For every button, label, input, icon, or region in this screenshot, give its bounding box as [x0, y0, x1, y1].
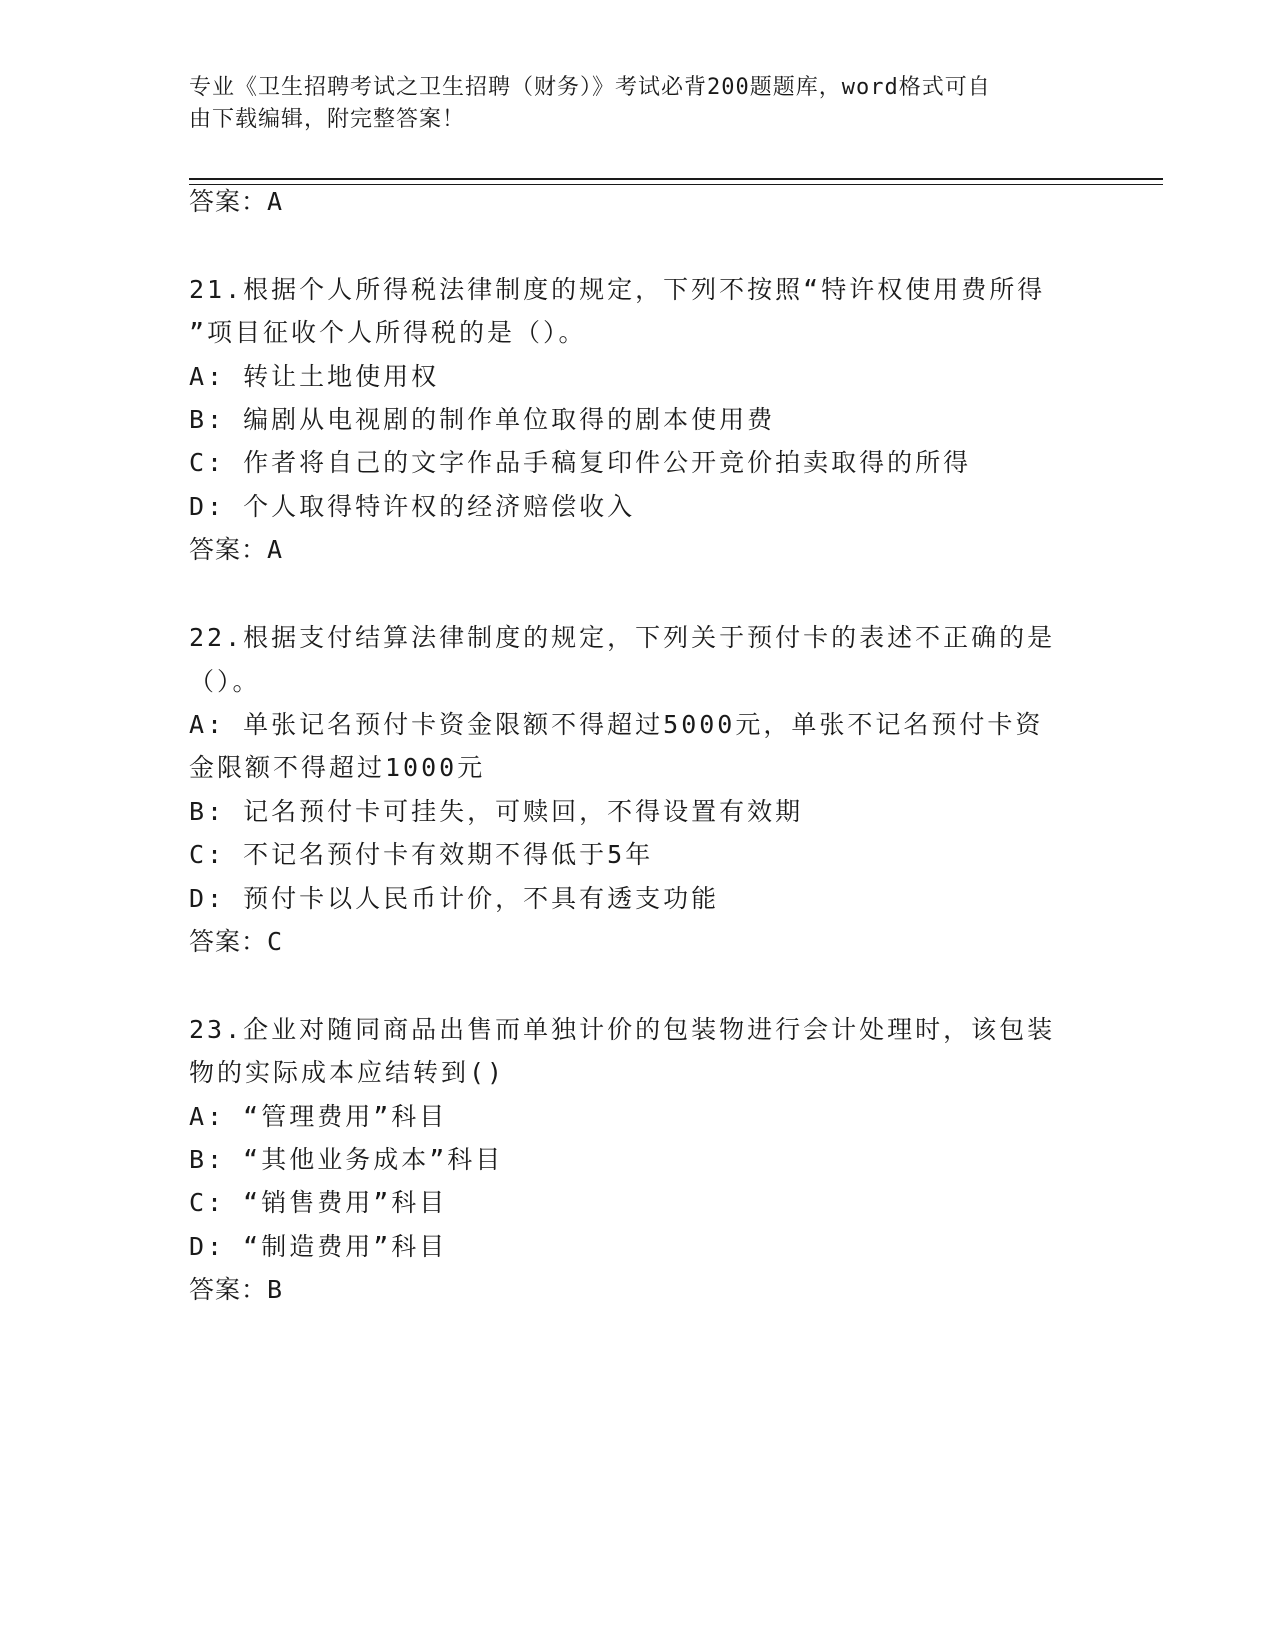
answer-label: 答案： [189, 187, 268, 216]
question-21-option-c: C: 作者将自己的文字作品手稿复印件公开竞价拍卖取得的所得 [189, 448, 972, 477]
question-21-option-b: B: 编剧从电视剧的制作单位取得的剧本使用费 [189, 405, 776, 434]
answer-value: A [267, 187, 284, 216]
question-22-option-c: C: 不记名预付卡有效期不得低于5年 [189, 840, 654, 869]
question-22-stem-line-1: 22.根据支付结算法律制度的规定，下列关于预付卡的表述不正确的是 [189, 623, 1056, 652]
question-23-option-b: B: “其他业务成本”科目 [189, 1145, 504, 1174]
question-22-option-b: B: 记名预付卡可挂失，可赎回，不得设置有效期 [189, 797, 804, 826]
document-header [189, 72, 1079, 136]
question-22-answer [189, 922, 283, 962]
question-22-stem-line-2: （）。 [189, 667, 261, 696]
question-23-answer [189, 1270, 283, 1310]
question-21-stem-line-2: ”项目征收个人所得税的是（）。 [189, 318, 587, 347]
question-21-option-d: D: 个人取得特许权的经济赔偿收入 [189, 492, 636, 521]
question-23-option-a: A: “管理费用”科目 [189, 1102, 448, 1131]
answer-value: C [267, 927, 284, 956]
question-21-stem-line-1: 21.根据个人所得税法律制度的规定，下列不按照“特许权使用费所得 [189, 275, 1046, 304]
header-rule-thick [189, 178, 1163, 180]
previous-answer [189, 182, 283, 222]
answer-value: B [267, 1275, 284, 1304]
header-line-2: 由下载编辑，附完整答案！ [189, 107, 466, 132]
answer-label: 答案： [189, 1275, 268, 1304]
answer-label: 答案： [189, 535, 268, 564]
question-23-option-d: D: “制造费用”科目 [189, 1232, 448, 1261]
question-22-option-d: D: 预付卡以人民币计价，不具有透支功能 [189, 884, 720, 913]
question-22-option-a-line-2: 金限额不得超过1000元 [189, 753, 486, 782]
header-rule-thin [189, 184, 1163, 185]
question-23-option-c: C: “销售费用”科目 [189, 1188, 448, 1217]
question-23-stem-line-2: 物的实际成本应结转到() [189, 1058, 506, 1087]
question-21-option-a: A: 转让土地使用权 [189, 362, 440, 391]
header-line-1: 专业《卫生招聘考试之卫生招聘（财务）》考试必背200题题库，word格式可自 [189, 75, 991, 100]
answer-label: 答案： [189, 927, 268, 956]
question-22-option-a-line-1: A: 单张记名预付卡资金限额不得超过5000元，单张不记名预付卡资 [189, 710, 1044, 739]
question-21-answer [189, 530, 283, 570]
question-23-stem-line-1: 23.企业对随同商品出售而单独计价的包装物进行会计处理时，该包装 [189, 1015, 1056, 1044]
answer-value: A [267, 535, 284, 564]
